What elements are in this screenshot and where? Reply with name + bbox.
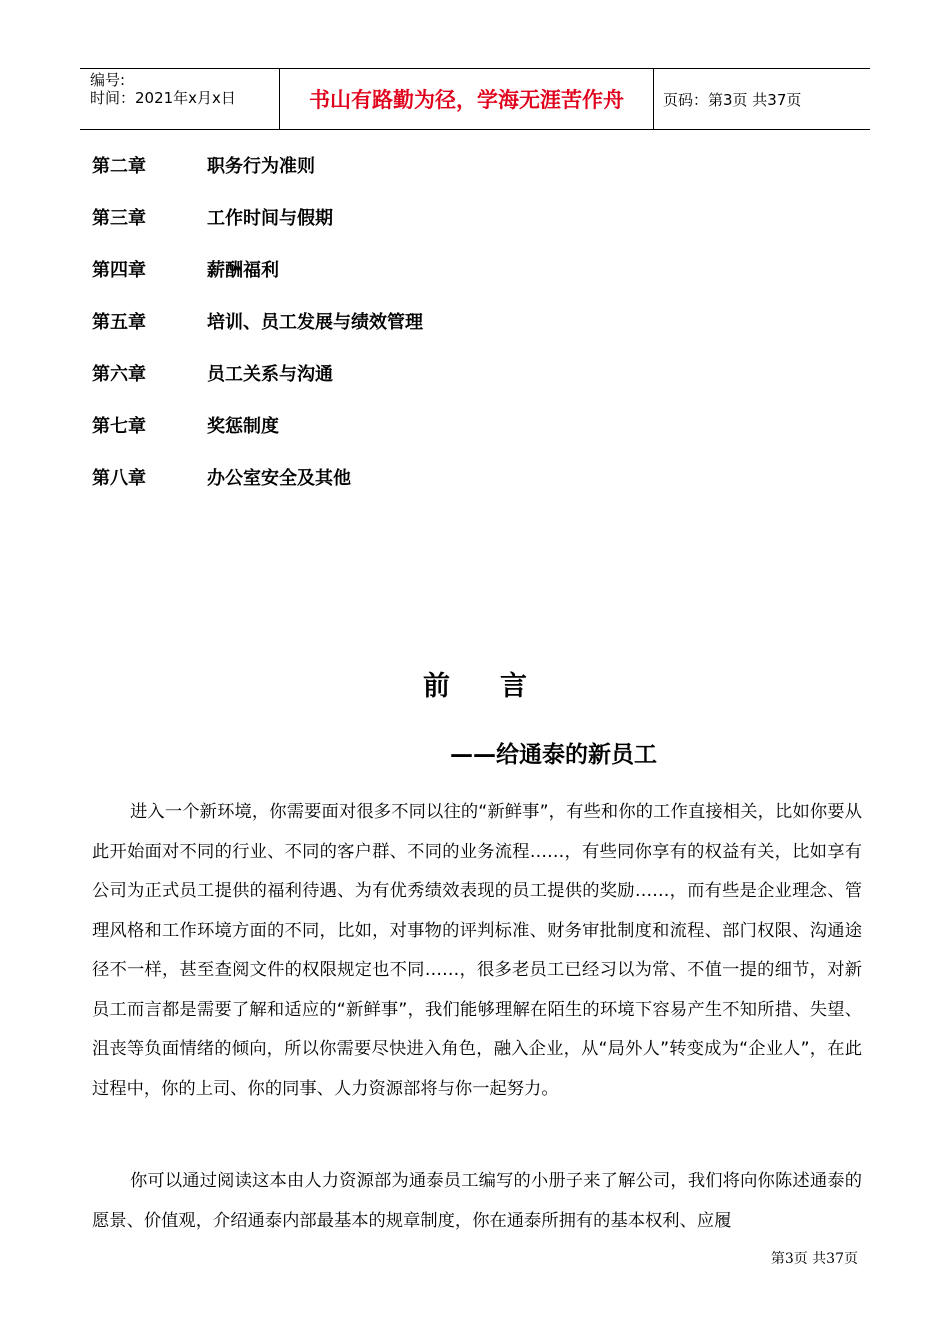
- toc-item[interactable]: [92, 204, 423, 256]
- table-of-contents: [92, 152, 423, 516]
- toc-item[interactable]: [92, 360, 423, 412]
- toc-chapter: 第三章: [92, 208, 146, 229]
- toc-title: 培训、员工发展与绩效管理: [207, 312, 423, 333]
- page-header: [80, 68, 870, 130]
- toc-chapter: 第七章: [92, 416, 146, 437]
- code-label: 编号:: [90, 71, 126, 89]
- toc-chapter: 第八章: [92, 468, 146, 489]
- toc-chapter: 第六章: [92, 364, 146, 385]
- toc-title: 办公室安全及其他: [207, 468, 351, 489]
- toc-item[interactable]: [92, 256, 423, 308]
- toc-title: 工作时间与假期: [207, 208, 333, 229]
- section-title: 前言: [423, 671, 577, 702]
- header-meta: [80, 69, 280, 129]
- section-subtitle: ——给通泰的新员工: [450, 742, 657, 768]
- header-page-info: 页码：第3页 共37页: [663, 90, 802, 109]
- toc-item[interactable]: [92, 152, 423, 204]
- toc-item[interactable]: [92, 464, 423, 516]
- toc-title: 员工关系与沟通: [207, 364, 333, 385]
- header-motto: 书山有路勤为径，学海无涯苦作舟: [280, 69, 654, 129]
- body-paragraph: 你可以通过阅读这本由人力资源部为通泰员工编写的小册子来了解公司，我们将向你陈述通泰的愿景、价值观，介绍通泰内部最基本的规章制度，你在通泰所拥有的基本权利、应履: [92, 1171, 862, 1231]
- toc-item[interactable]: [92, 308, 423, 360]
- toc-item[interactable]: [92, 412, 423, 464]
- toc-chapter: 第五章: [92, 312, 146, 333]
- toc-chapter: 第二章: [92, 156, 146, 177]
- page-footer: 第3页 共37页: [770, 1251, 858, 1267]
- body-paragraph: 进入一个新环境，你需要面对很多不同以往的“新鲜事”，有些和你的工作直接相关，比如你要从此开始面对不同的行业、不同的客户群、不同的业务流程……，有些同你享有的权益有关，比如享有公司为正式员工提供的福利待遇、为有优秀绩效表现的员工提供的奖励……，而有些是企业理念、管理风格和工作环境方面的不同，比如，对事物的评判标准、财务审批制度和流程、部门权限、沟通途径不一样，甚至查阅文件的权限规定也不同……，很多老员工已经习以为常、不值一提的细节，对新员工而言都是需要了解和适应的“新鲜事”，我们能够理解在陌生的环境下容易产生不知所措、失望、沮丧等负面情绪的倾向，所以你需要尽快进入角色，融入企业，从“局外人”转变成为“企业人”，在此过程中，你的上司、你的同事、人力资源部将与你一起努力。: [92, 802, 862, 1099]
- toc-chapter: 第四章: [92, 260, 146, 281]
- date-label: 时间：2021年x月x日: [90, 89, 236, 107]
- toc-title: 奖惩制度: [207, 416, 279, 437]
- toc-title: 职务行为准则: [207, 156, 315, 177]
- toc-title: 薪酬福利: [207, 260, 279, 281]
